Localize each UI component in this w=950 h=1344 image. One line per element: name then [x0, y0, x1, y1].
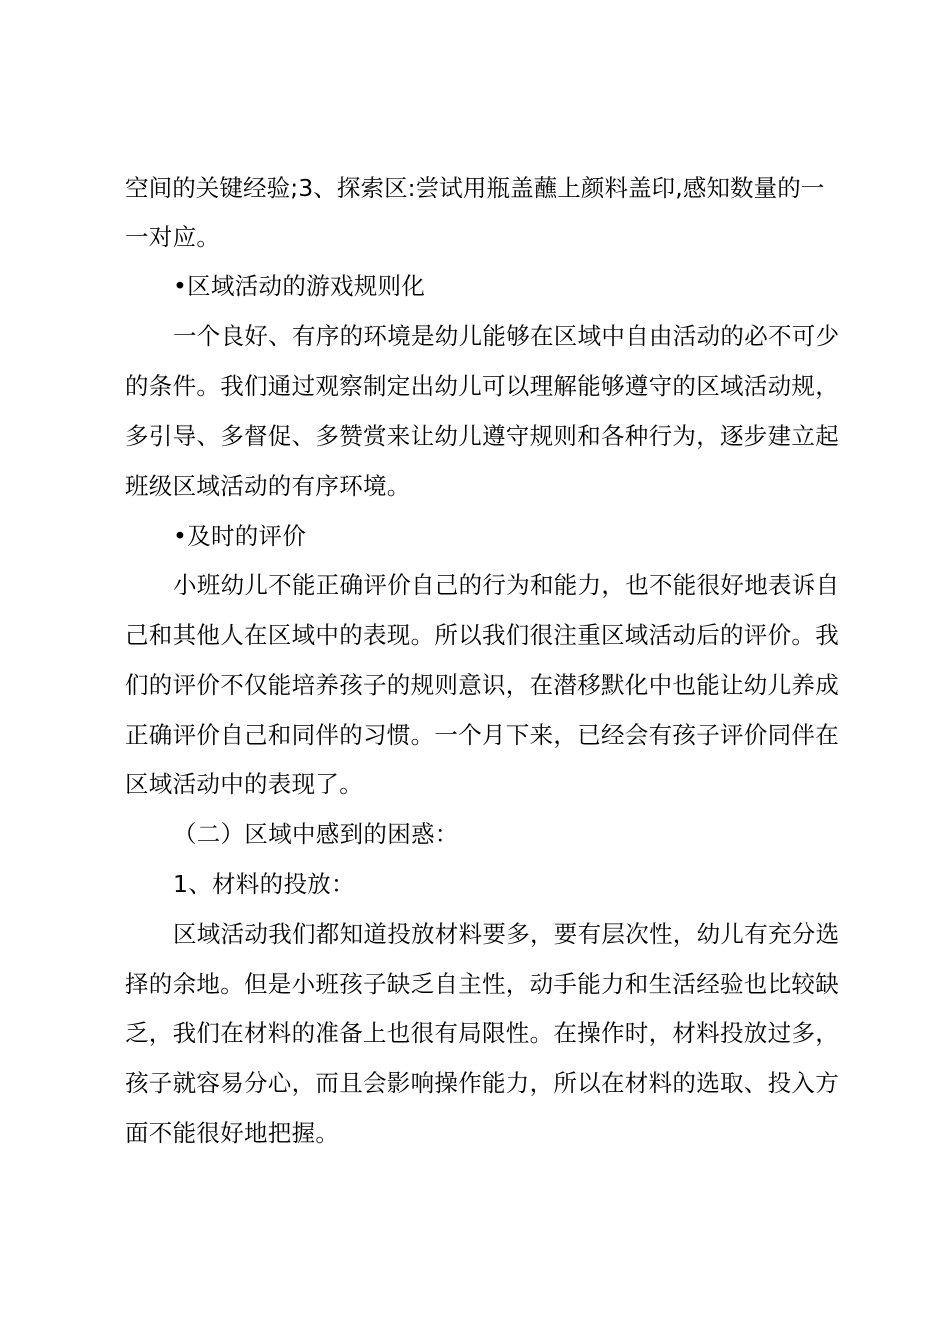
paragraph-line: 己和其他人在区域中的表现。所以我们很注重区域活动后的评价。我	[125, 621, 839, 649]
subsection-heading: 1、材料的投放：	[173, 870, 355, 898]
paragraph-line: 区域活动我们都知道投放材料要多，要有层次性，幼儿有充分选	[173, 920, 840, 948]
section-heading: （二）区域中感到的困惑：	[173, 820, 459, 848]
paragraph-line: 面不能很好地把握。	[125, 1119, 340, 1147]
paragraph-line: 乏，我们在材料的准备上也很有局限性。在操作时，材料投放过多，	[125, 1019, 839, 1047]
bullet-heading: •区域活动的游戏规则化	[173, 272, 426, 300]
paragraph-line: 择的余地。但是小班孩子缺乏自主性，动手能力和生活经验也比较缺	[125, 970, 839, 998]
paragraph-line: 孩子就容易分心，而且会影响操作能力，所以在材料的选取、投入方	[125, 1069, 839, 1097]
paragraph-line: 们的评价不仅能培养孩子的规则意识，在潜移默化中也能让幼儿养成	[125, 671, 839, 699]
bullet-heading: •及时的评价	[173, 522, 307, 550]
paragraph-line: 区域活动中的表现了。	[125, 770, 363, 798]
paragraph-line: 一个良好、有序的环境是幼儿能够在区域中自由活动的必不可少	[173, 322, 840, 350]
paragraph-line: 多引导、多督促、多赞赏来让幼儿遵守规则和各种行为，逐步建立起	[125, 422, 839, 450]
paragraph-line: 小班幼儿不能正确评价自己的行为和能力，也不能很好地表诉自	[173, 571, 840, 599]
paragraph-line: 的条件。我们通过观察制定出幼儿可以理解能够遵守的区域活动规，	[125, 372, 839, 400]
paragraph-line: 正确评价自己和同伴的习惯。一个月下来，已经会有孩子评价同伴在	[125, 721, 839, 749]
paragraph-line: 班级区域活动的有序环境。	[125, 472, 411, 500]
paragraph-line: 一对应。	[125, 223, 221, 251]
paragraph-line: 空间的关键经验;3、探索区:尝试用瓶盖蘸上颜料盖印,感知数量的一	[125, 174, 825, 202]
